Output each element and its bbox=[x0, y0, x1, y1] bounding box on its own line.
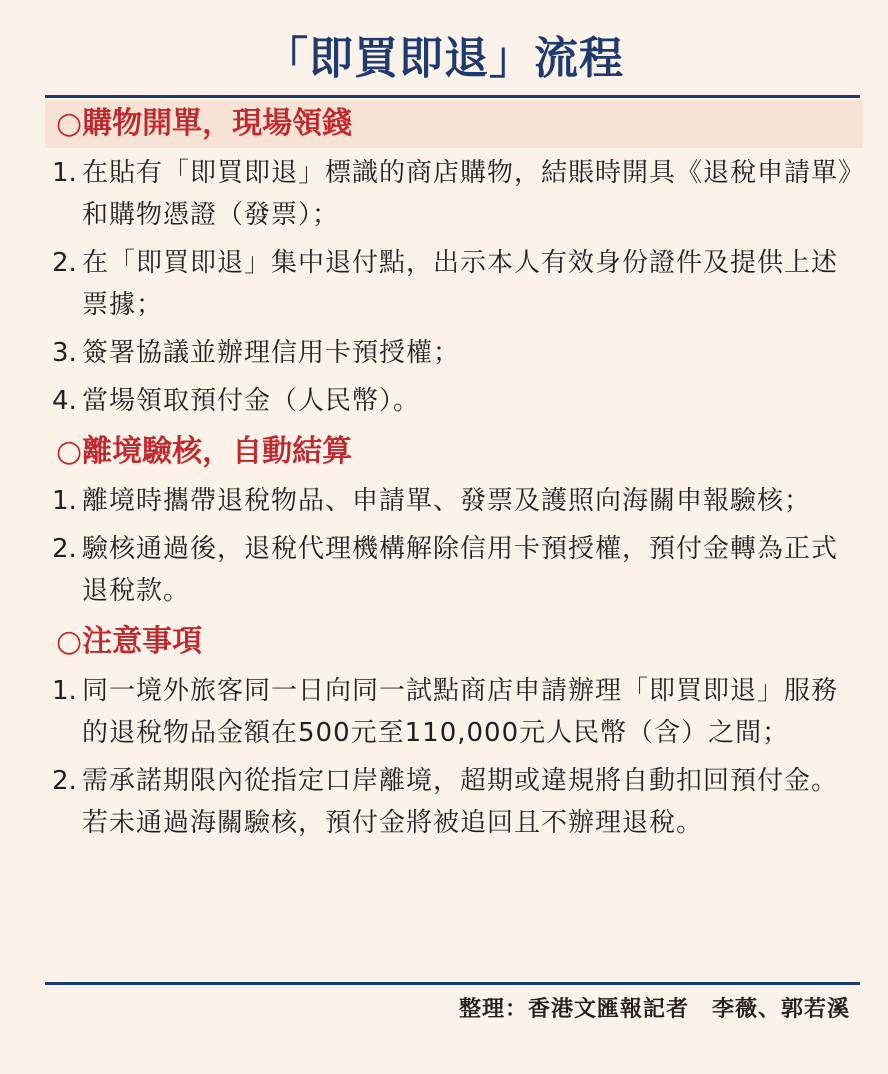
item-number: 1. bbox=[52, 676, 77, 706]
item-text: 需承諾期限內從指定口岸離境，超期或違規將自動扣回預付金。若未通過海關驗核，預付金將被追回且不辦理退稅。 bbox=[82, 766, 839, 838]
list-item bbox=[52, 380, 858, 422]
list-item bbox=[52, 760, 858, 844]
item-number: 2. bbox=[52, 248, 77, 278]
section-heading: ○購物開單，現場領錢 bbox=[45, 100, 863, 148]
bottom-divider bbox=[45, 982, 860, 985]
item-text: 當場領取預付金（人民幣）。 bbox=[82, 386, 421, 416]
page-title: 「即買即退」流程 bbox=[264, 33, 624, 84]
content bbox=[52, 100, 858, 850]
list-item bbox=[52, 332, 858, 374]
top-divider bbox=[45, 95, 860, 98]
item-number: 2. bbox=[52, 534, 77, 564]
credit-line: 整理：香港文匯報記者 李薇、郭若溪 bbox=[458, 996, 850, 1022]
item-text: 簽署協議並辦理信用卡預授權； bbox=[82, 338, 461, 368]
list-item bbox=[52, 480, 858, 522]
item-text: 同一境外旅客同一日向同一試點商店申請辦理「即買即退」服務的退稅物品金額在500元至110,000元人民幣（含）之間； bbox=[82, 676, 839, 748]
item-number: 4. bbox=[52, 386, 77, 416]
list-item bbox=[52, 670, 858, 754]
item-number: 1. bbox=[52, 486, 77, 516]
list-item bbox=[52, 242, 858, 326]
list-item bbox=[52, 528, 858, 612]
item-number: 3. bbox=[52, 338, 77, 368]
item-text: 離境時攜帶退稅物品、申請單、發票及護照向海關申報驗核； bbox=[82, 486, 812, 516]
list-item bbox=[52, 152, 858, 236]
item-number: 2. bbox=[52, 766, 77, 796]
item-number: 1. bbox=[52, 158, 77, 188]
section-heading: ○注意事項 bbox=[56, 624, 203, 659]
item-text: 驗核通過後，退稅代理機構解除信用卡預授權，預付金轉為正式退稅款。 bbox=[82, 534, 839, 606]
section-heading: ○離境驗核，自動結算 bbox=[56, 434, 353, 469]
item-text: 在「即買即退」集中退付點，出示本人有效身份證件及提供上述票據； bbox=[82, 248, 839, 320]
item-text: 在貼有「即買即退」標識的商店購物，結賬時開具《退稅申請單》和購物憑證（發票）； bbox=[82, 158, 853, 230]
